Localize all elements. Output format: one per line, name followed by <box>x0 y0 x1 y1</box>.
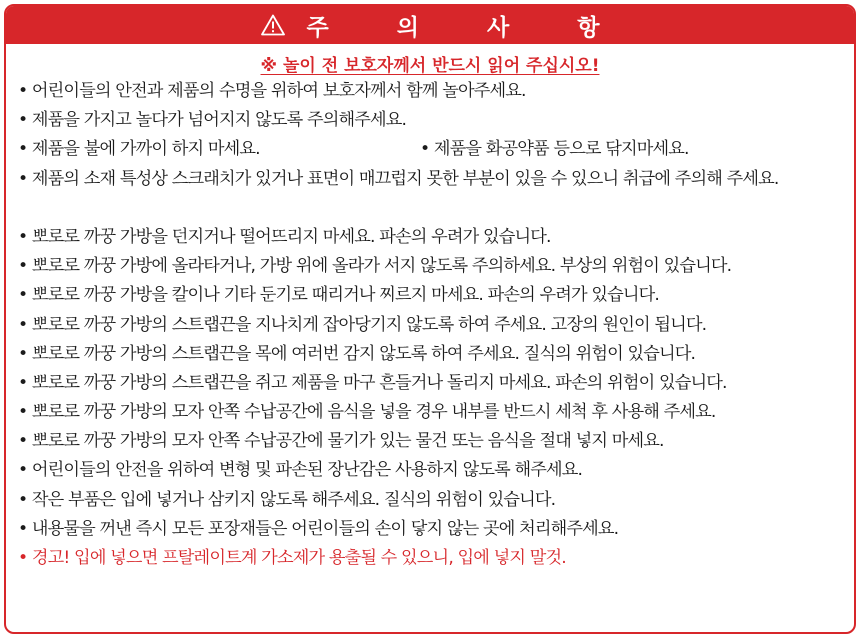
warning-triangle-icon <box>261 14 285 36</box>
caution-item-warning: • 경고! 입에 넣으면 프탈레이트계 가소제가 용출될 수 있으니, 입에 넣지 말것. <box>18 548 566 569</box>
caution-subtitle-text: ※ 놀이 전 보호자께서 반드시 읽어 주십시오! <box>260 56 600 76</box>
caution-item: • 어린이들의 안전을 위하여 변형 및 파손된 장난감은 사용하지 않도록 해주세요. <box>18 460 583 481</box>
caution-title: 주 의 사 항 <box>306 14 630 41</box>
caution-header <box>6 6 854 44</box>
caution-item: • 작은 부품은 입에 넣거나 삼키지 않도록 해주세요. 질식의 위험이 있습니다. <box>18 489 556 510</box>
caution-item: • 뽀로로 까꿍 가방에 올라타거나, 가방 위에 올라가 서지 않도록 주의하세요. 부상의 위험이 있습니다. <box>18 256 732 277</box>
caution-item: • 뽀로로 까꿍 가방의 스트랩끈을 목에 여러번 감지 않도록 하여 주세요. 질식의 위험이 있습니다. <box>18 343 696 364</box>
caution-item: • 제품의 소재 특성상 스크래치가 있거나 표면이 매끄럽지 못한 부분이 있을 수 있으니 취급에 주의해 주세요. <box>18 168 779 189</box>
caution-item: • 뽀로로 까꿍 가방의 스트랩끈을 쥐고 제품을 마구 흔들거나 돌리지 마세요. 파손의 위험이 있습니다. <box>18 372 727 393</box>
caution-list <box>6 77 854 573</box>
caution-subtitle <box>6 51 854 77</box>
caution-item: • 제품을 가지고 놀다가 넘어지지 않도록 주의해주세요. <box>18 110 407 131</box>
caution-item: • 뽀로로 까꿍 가방의 모자 안쪽 수납공간에 음식을 넣을 경우 내부를 반드시 세척 후 사용해 주세요. <box>18 402 716 423</box>
caution-item: • 제품을 화공약품 등으로 닦지마세요. <box>420 139 689 160</box>
caution-item: • 뽀로로 까꿍 가방의 모자 안쪽 수납공간에 물기가 있는 물건 또는 음식을 절대 넣지 마세요. <box>18 431 664 452</box>
caution-item: • 어린이들의 안전과 제품의 수명을 위하여 보호자께서 함께 놀아주세요. <box>18 81 526 101</box>
caution-item: • 뽀로로 까꿍 가방을 칼이나 기타 둔기로 때리거나 찌르지 마세요. 파손의 우려가 있습니다. <box>18 285 659 306</box>
caution-item-row <box>18 135 854 164</box>
caution-item: • 뽀로로 까꿍 가방의 스트랩끈을 지나치게 잡아당기지 않도록 하여 주세요. 고장의 원인이 됩니다. <box>18 314 707 335</box>
caution-panel <box>4 4 856 634</box>
caution-item: • 뽀로로 까꿍 가방을 던지거나 떨어뜨리지 마세요. 파손의 우려가 있습니다. <box>18 226 551 247</box>
caution-item: • 제품을 불에 가까이 하지 마세요. <box>18 139 260 160</box>
caution-item: • 내용물을 꺼낸 즉시 모든 포장재들은 어린이들의 손이 닿지 않는 곳에 처리해주세요. <box>18 518 619 539</box>
